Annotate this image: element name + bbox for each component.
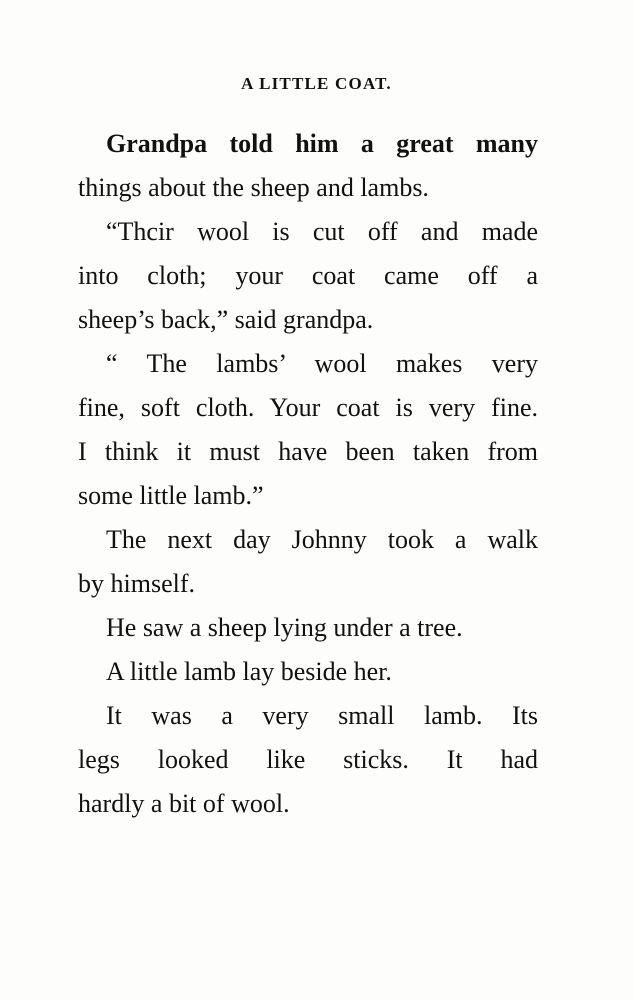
text-line: fine, soft cloth. Your coat is very fine. (78, 393, 538, 422)
text-line: It was a very small lamb. Its (106, 701, 538, 730)
text-line: Grandpa told him a great many (106, 129, 538, 158)
text-line: He saw a sheep lying under a tree. (106, 613, 463, 642)
body-text (78, 122, 538, 826)
text-line: The next day Johnny took a walk (106, 525, 538, 554)
text-line: hardly a bit of wool. (78, 789, 290, 818)
text-line: things about the sheep and lambs. (78, 173, 429, 202)
text-line: “ The lambs’ wool makes very (106, 349, 538, 378)
text-line: into cloth; your coat came off a (78, 261, 538, 290)
text-line: legs looked like sticks. It had (78, 745, 538, 774)
text-line: “Thcir wool is cut off and made (106, 217, 538, 246)
running-head: A LITTLE COAT. (241, 74, 392, 93)
text-line: A little lamb lay beside her. (106, 657, 392, 686)
text-line: sheep’s back,” said grandpa. (78, 305, 374, 334)
text-line: by himself. (78, 569, 195, 598)
text-line: some little lamb.” (78, 481, 264, 510)
text-line: I think it must have been taken from (78, 437, 538, 466)
